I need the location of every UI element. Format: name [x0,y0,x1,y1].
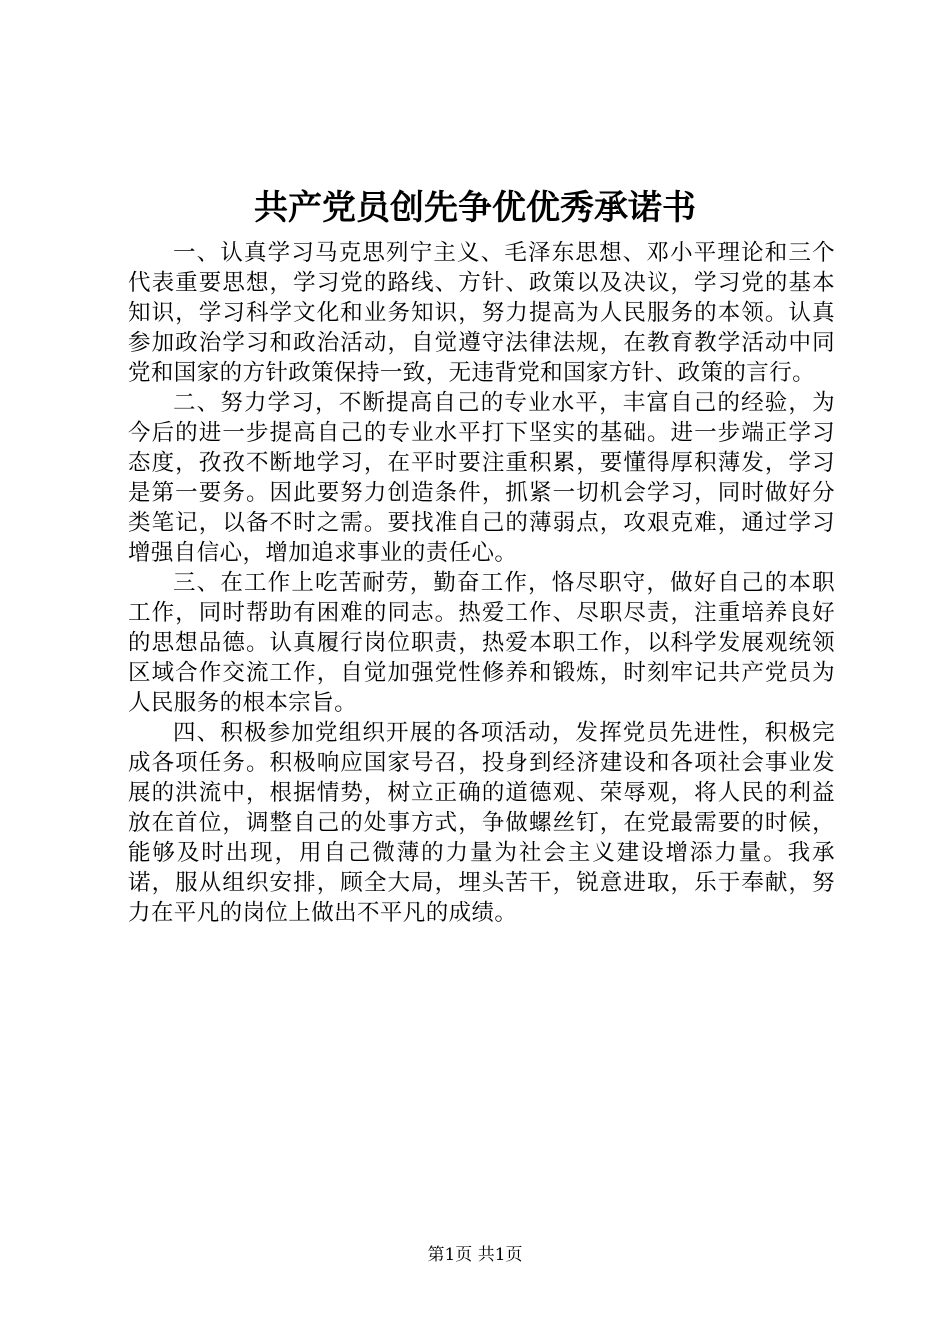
paragraph-2: 二、努力学习，不断提高自己的专业水平，丰富自己的经验，为今后的进一步提高自己的专业水平打下坚实的基础。进一步端正学习态度，孜孜不断地学习，在平时要注重积累，要懂得厚积薄发，学习是第一要务。因此要努力创造条件，抓紧一切机会学习，同时做好分类笔记，以备不时之需。要找准自己的薄弱点，攻艰克难，通过学习增强自信心，增加追求事业的责任心。 [128,390,835,566]
page-number-footer: 第1页 共1页 [427,1245,523,1265]
paragraph-1: 一、认真学习马克思列宁主义、毛泽东思想、邓小平理论和三个代表重要思想，学习党的路线、方针、政策以及决议，学习党的基本知识，学习科学文化和业务知识，努力提高为人民服务的本领。认真参加政治学习和政治活动，自觉遵守法律法规，在教育教学活动中同党和国家的方针政策保持一致，无违背党和国家方针、政策的言行。 [128,240,835,386]
document-body [128,238,835,928]
paragraph-4: 四、积极参加党组织开展的各项活动，发挥党员先进性，积极完成各项任务。积极响应国家号召，投身到经济建设和各项社会事业发展的洪流中，根据情势，树立正确的道德观、荣辱观，将人民的利益放在首位，调整自己的处事方式，争做螺丝钉，在党最需要的时候，能够及时出现，用自己微薄的力量为社会主义建设增添力量。我承诺，服从组织安排，顾全大局，埋头苦干，锐意进取，乐于奉献，努力在平凡的岗位上做出不平凡的成绩。 [128,720,835,926]
paragraph-3: 三、在工作上吃苦耐劳，勤奋工作，恪尽职守，做好自己的本职工作，同时帮助有困难的同志。热爱工作、尽职尽责，注重培养良好的思想品德。认真履行岗位职责，热爱本职工作，以科学发展观统领区域合作交流工作，自觉加强党性修养和锻炼，时刻牢记共产党员为人民服务的根本宗旨。 [128,570,835,716]
document-title: 共产党员创先争优优秀承诺书 [254,188,696,228]
